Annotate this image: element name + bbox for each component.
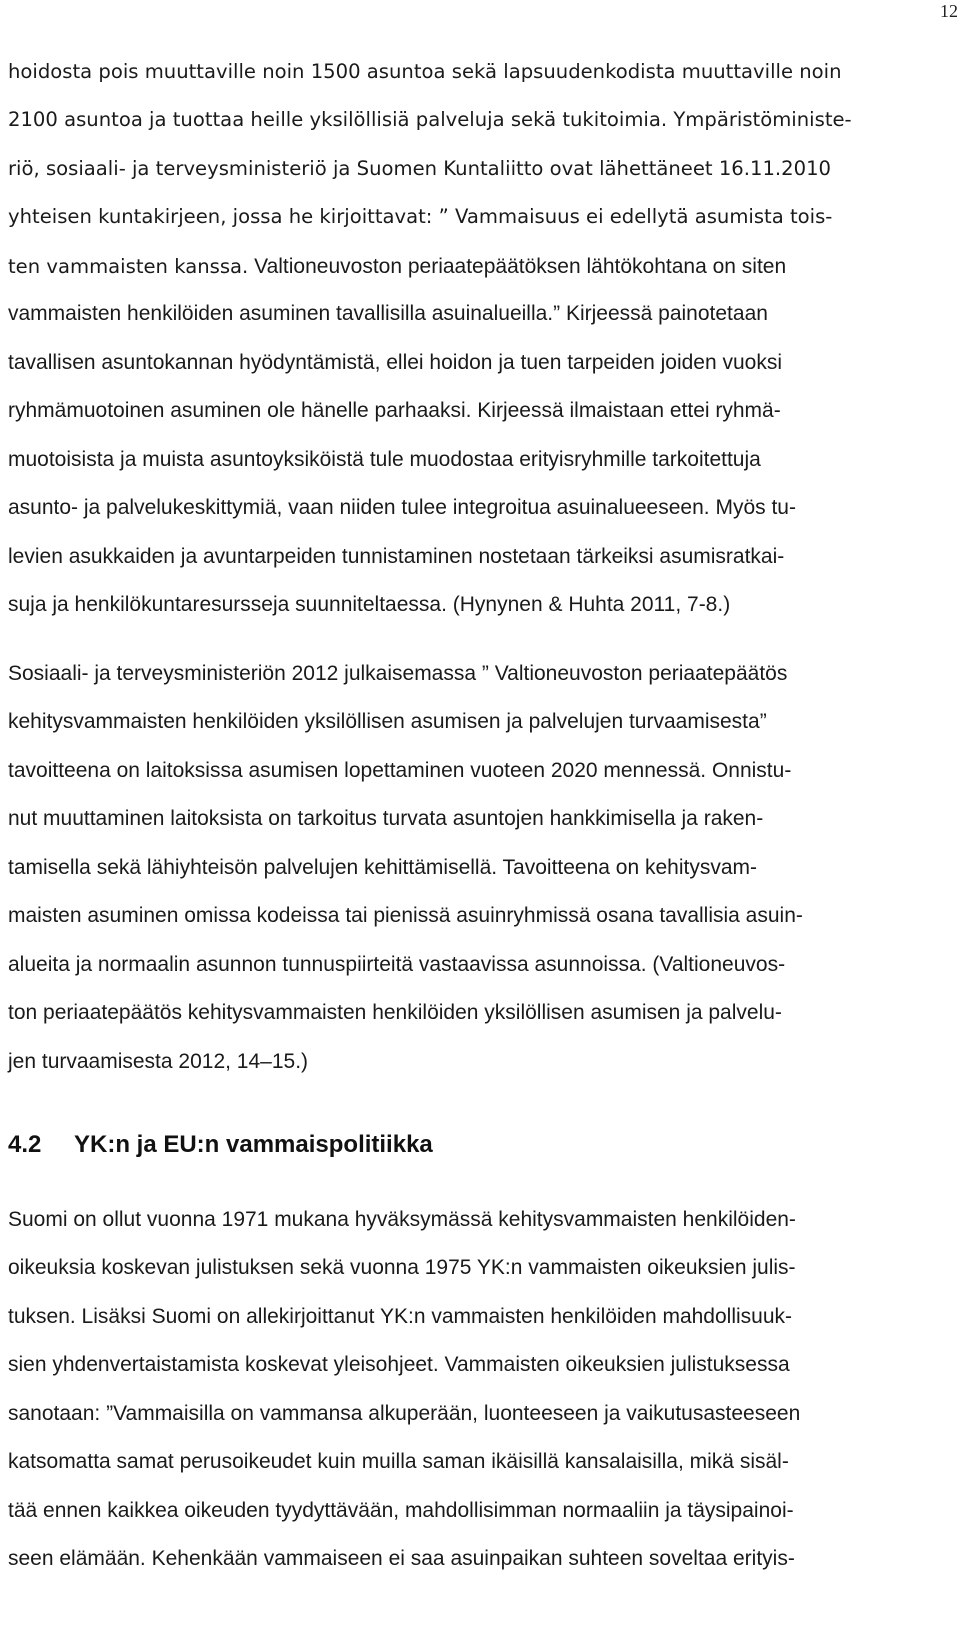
paragraph1-line-part: ten vammaisten kanssa. bbox=[8, 255, 249, 278]
paragraph3-line: seen elämään. Kehenkään vammaiseen ei saa asuinpaikan suhteen soveltaa erityis- bbox=[8, 1547, 795, 1570]
paragraph1-line: tavallisen asuntokannan hyödyntämistä, ellei hoidon ja tuen tarpeiden joiden vuoksi bbox=[8, 351, 783, 374]
page-number: 12 bbox=[940, 1, 958, 21]
paragraph1-line: levien asukkaiden ja avuntarpeiden tunnistaminen nostetaan tärkeiksi asumisratkai- bbox=[8, 545, 785, 568]
paragraph1-line-part: Kirjeessä painotetaan bbox=[560, 302, 768, 325]
paragraph3-line: Suomi on ollut vuonna 1971 mukana hyväksymässä kehitysvammaisten henkilöiden- bbox=[8, 1208, 796, 1231]
paragraph1-line-part: Valtioneuvoston periaatepäätöksen lähtökohtana on siten bbox=[248, 255, 787, 278]
paragraph1-line: 2100 asuntoa ja tuottaa heille yksilöllisiä palveluja sekä tukitoimia. Ympäristöministe- bbox=[8, 108, 852, 131]
section-number: 4.2 bbox=[8, 1131, 42, 1158]
paragraph3-line: sanotaan: ”Vammaisilla on vammansa alkuperään, luonteeseen ja vaikutusasteeseen bbox=[8, 1402, 801, 1425]
paragraph1-line bbox=[8, 300, 768, 328]
paragraph1-line: ryhmämuotoinen asuminen ole hänelle parhaaksi. Kirjeessä ilmaistaan ettei ryhmä- bbox=[8, 399, 781, 422]
paragraph3-line: sien yhdenvertaistamista koskevat yleisohjeet. Vammaisten oikeuksien julistuksessa bbox=[8, 1353, 790, 1376]
paragraph3-line: katsomatta samat perusoikeudet kuin muilla saman ikäisillä kansalaisilla, mikä sisäl- bbox=[8, 1450, 789, 1473]
paragraph1-line: suja ja henkilökuntaresursseja suunniteltaessa. (Hynynen & Huhta 2011, 7-8.) bbox=[8, 593, 731, 616]
paragraph1-line: yhteisen kuntakirjeen, jossa he kirjoittavat: ” Vammaisuus ei edellytä asumista tois- bbox=[8, 205, 833, 228]
paragraph2-line: Sosiaali- ja terveysministeriön 2012 julkaisemassa ” Valtioneuvoston periaatepäätös bbox=[8, 662, 788, 685]
paragraph2-line: tavoitteena on laitoksissa asumisen lopettaminen vuoteen 2020 mennessä. Onnistu- bbox=[8, 759, 792, 782]
paragraph1-line: hoidosta pois muuttaville noin 1500 asuntoa sekä lapsuudenkodista muuttaville noin bbox=[8, 60, 842, 83]
paragraph2-line: ton periaatepäätös kehitysvammaisten henkilöiden yksilöllisen asumisen ja palvelu- bbox=[8, 1001, 782, 1024]
paragraph1-line: muotoisista ja muista asuntoyksiköistä tule muodostaa erityisryhmille tarkoitettuja bbox=[8, 448, 761, 471]
paragraph2-line: maisten asuminen omissa kodeissa tai pienissä asuinryhmissä osana tavallisia asuin- bbox=[8, 904, 803, 927]
section-heading bbox=[8, 1130, 433, 1160]
paragraph1-line: asunto- ja palvelukeskittymiä, vaan niiden tulee integroitua asuinalueeseen. Myös tu- bbox=[8, 496, 796, 519]
paragraph2-line: nut muuttaminen laitoksista on tarkoitus turvata asuntojen hankkimisella ja raken- bbox=[8, 807, 764, 830]
paragraph1-line-part: vammaisten henkilöiden asuminen tavallisilla asuinalueilla.” bbox=[8, 302, 561, 325]
paragraph2-line: jen turvaamisesta 2012, 14–15.) bbox=[8, 1050, 309, 1073]
section-title: YK:n ja EU:n vammaispolitiikka bbox=[74, 1131, 433, 1158]
paragraph1-line: riö, sosiaali- ja terveysministeriö ja Suomen Kuntaliitto ovat lähettäneet 16.11.2010 bbox=[8, 157, 832, 180]
paragraph3-line: tuksen. Lisäksi Suomi on allekirjoittanut YK:n vammaisten henkilöiden mahdollisuuk- bbox=[8, 1305, 793, 1328]
paragraph2-line: kehitysvammaisten henkilöiden yksilöllisen asumisen ja palvelujen turvaamisesta” bbox=[8, 710, 767, 733]
paragraph3-line: tää ennen kaikkea oikeuden tyydyttävään, mahdollisimman normaaliin ja täysipainoi- bbox=[8, 1499, 794, 1522]
paragraph2-line: tamisella sekä lähiyhteisön palvelujen kehittämisellä. Tavoitteena on kehitysvam- bbox=[8, 856, 758, 879]
paragraph2-line: alueita ja normaalin asunnon tunnuspiirteitä vastaavissa asunnoissa. (Valtioneuvos- bbox=[8, 953, 786, 976]
paragraph3-line: oikeuksia koskevan julistuksen sekä vuonna 1975 YK:n vammaisten oikeuksien julis- bbox=[8, 1256, 796, 1279]
paragraph1-line bbox=[8, 252, 786, 281]
